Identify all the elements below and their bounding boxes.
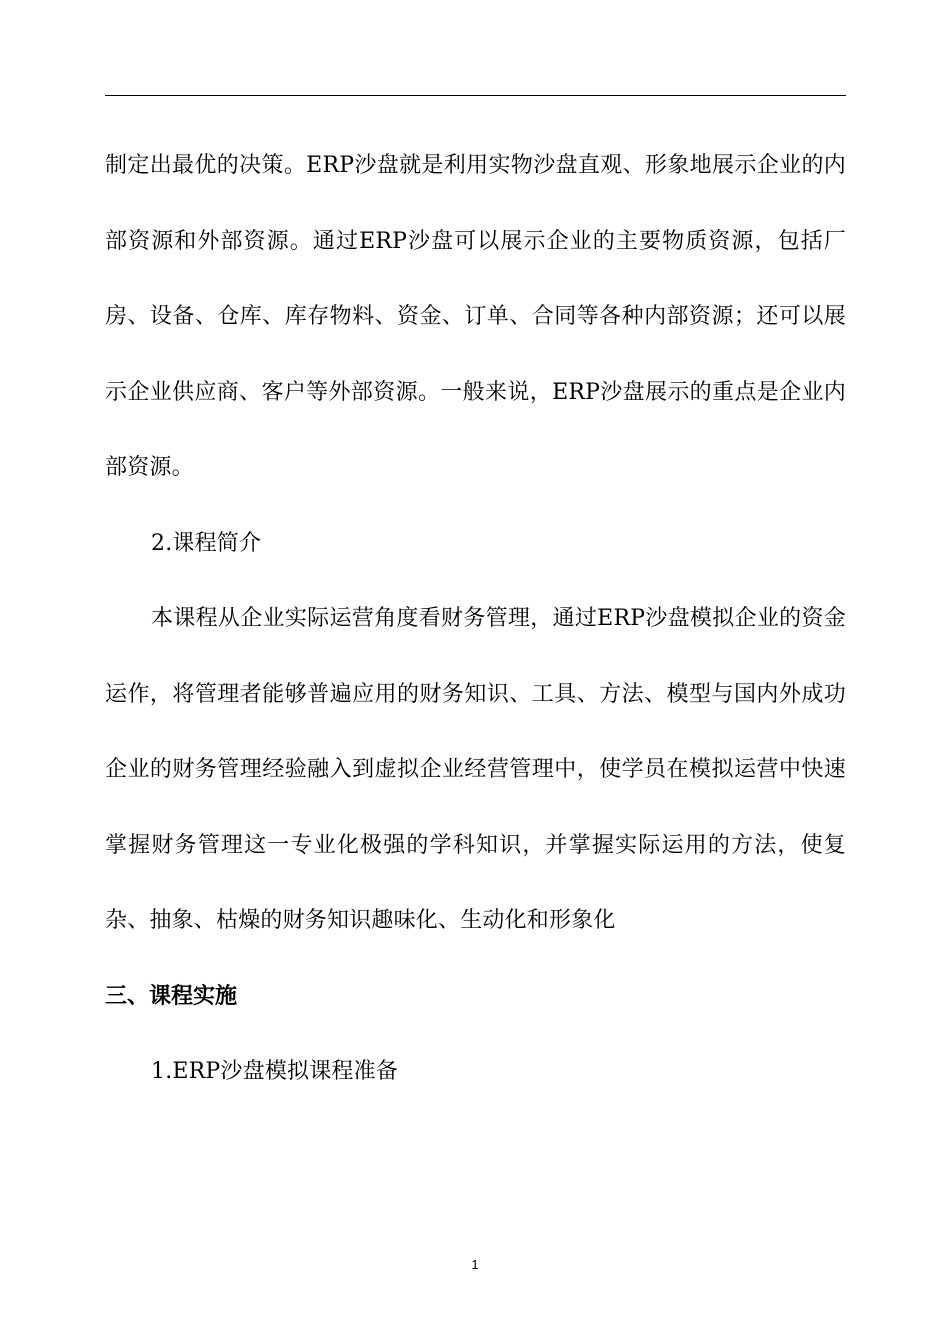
document-body [105,128,846,1110]
page-number: 1 [471,1257,479,1272]
paragraph-erp-sandbox: 制定出最优的决策。ERP沙盘就是利用实物沙盘直观、形象地展示企业的内部资源和外部资源。通过ERP沙盘可以展示企业的主要物质资源，包括厂房、设备、仓库、库存物料、资金、订单、合同等各种内部资源；还可以展示企业供应商、客户等外部资源。一般来说，ERP沙盘展示的重点是企业内部资源。 [105,153,846,480]
subheading-course-intro: 2.课程简介 [151,530,262,556]
paragraph-course-intro: 本课程从企业实际运营角度看财务管理，通过ERP沙盘模拟企业的资金运作，将管理者能够普遍应用的财务知识、工具、方法、模型与国内外成功企业的财务管理经验融入到虚拟企业经营管理中，使学员在模拟运营中快速掌握财务管理这一专业化极强的学科知识，并掌握实际运用的方法，使复杂、抽象、枯燥的财务知识趣味化、生动化和形象化 [105,606,846,933]
section-heading: 三、课程实施 [105,983,238,1009]
subheading-course-prep: 1.ERP沙盘模拟课程准备 [151,1059,399,1084]
header-rule [105,95,846,96]
